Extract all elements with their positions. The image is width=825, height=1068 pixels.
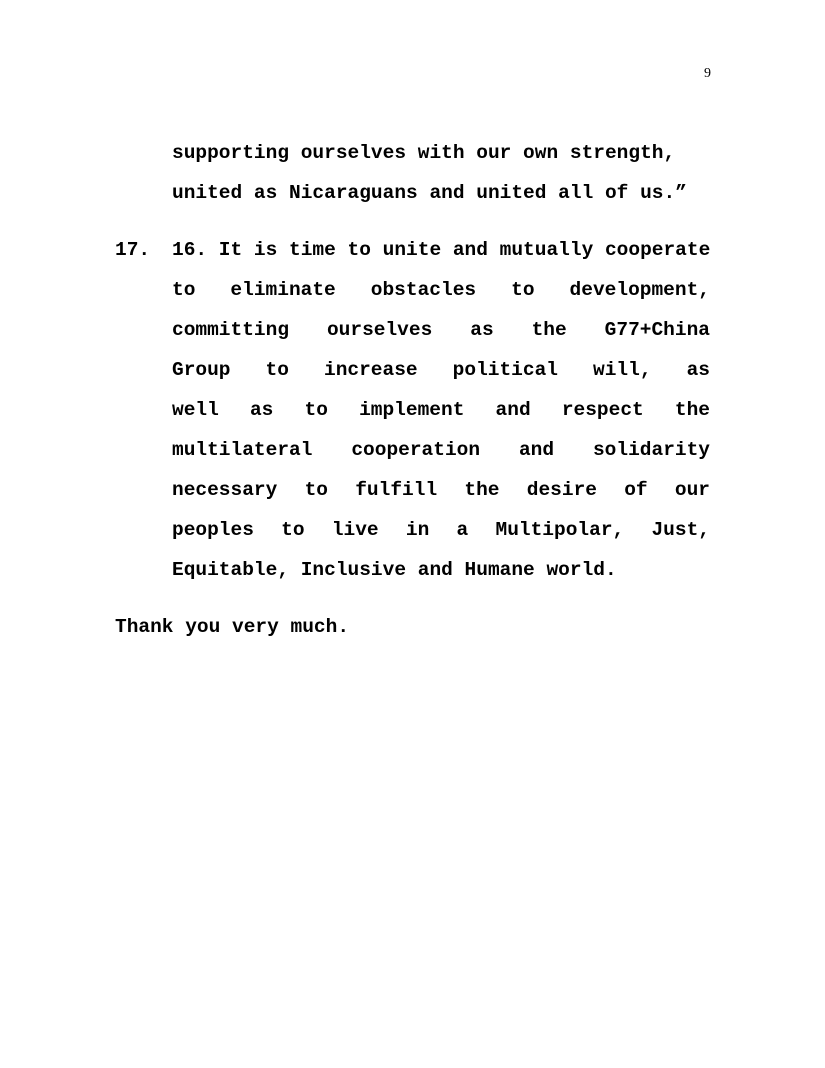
- text-line: Equitable, Inclusive and Humane world.: [172, 559, 617, 581]
- text-line: peoples to live in a Multipolar, Just,: [172, 519, 710, 541]
- page-number: 9: [704, 66, 711, 81]
- text-line: necessary to fulfill the desire of our: [172, 479, 710, 501]
- text-line: 16. It is time to unite and mutually cooperate: [172, 239, 711, 261]
- text-line: multilateral cooperation and solidarity: [172, 439, 710, 461]
- text-line: supporting ourselves with our own strength,: [172, 142, 676, 164]
- text-line: well as to implement and respect the: [172, 399, 710, 421]
- closing-line: Thank you very much.: [115, 616, 350, 638]
- paragraph-number: 17.: [115, 239, 151, 261]
- text-line: united as Nicaraguans and united all of us.”: [172, 182, 687, 204]
- text-line: committing ourselves as the G77+China: [172, 319, 710, 341]
- text-line: Group to increase political will, as: [172, 359, 710, 381]
- text-line: to eliminate obstacles to development,: [172, 279, 710, 301]
